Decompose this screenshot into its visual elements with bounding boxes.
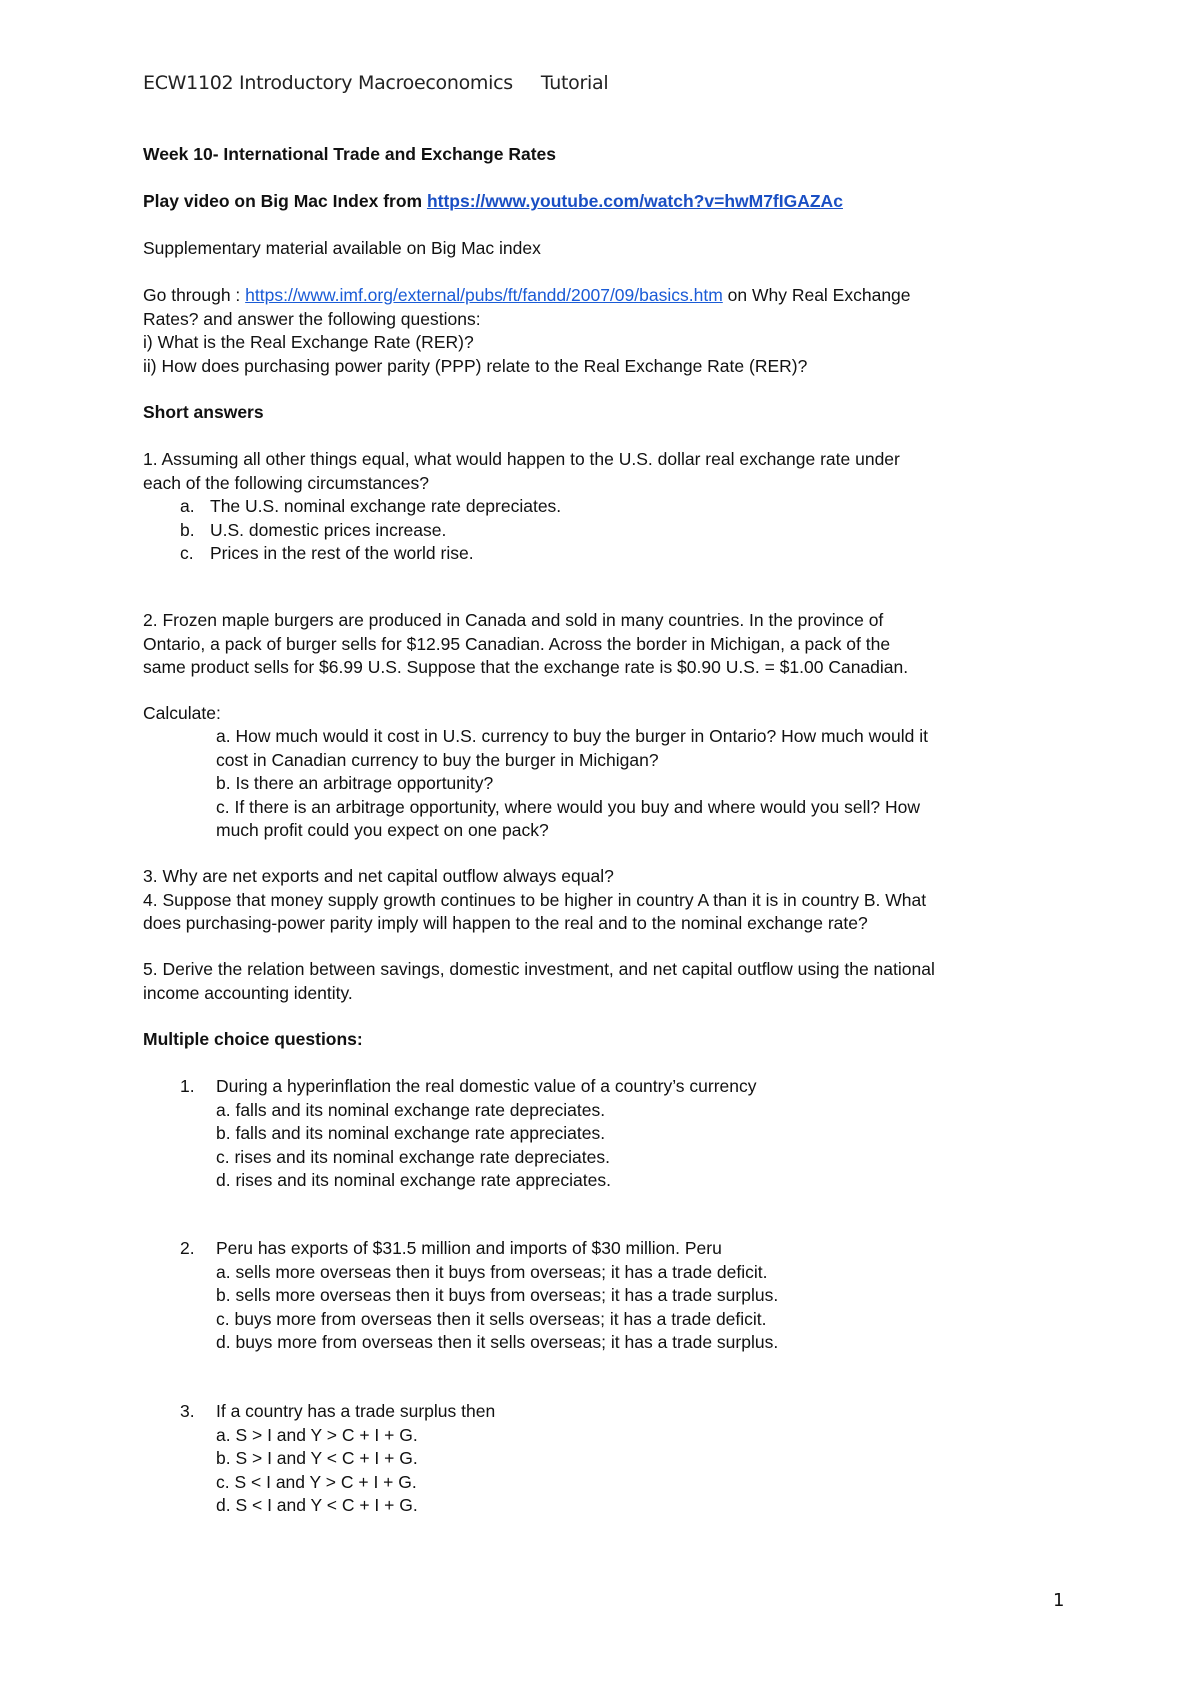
mcq-2-stem: Peru has exports of $31.5 million and imports of $30 million. Peru <box>216 1238 722 1258</box>
list-item <box>180 542 561 566</box>
calculate-parts <box>216 725 1066 843</box>
mcq-1-number: 1. <box>180 1076 195 1096</box>
list-item: b. falls and its nominal exchange rate appreciates. <box>216 1123 606 1143</box>
short-question-2-line1: 2. Frozen maple burgers are produced in Canada and sold in many countries. In the province of <box>143 610 884 630</box>
part-a-line1: a. How much would it cost in U.S. currency to buy the burger in Ontario? How much would it <box>216 726 928 746</box>
video-line <box>143 190 1073 214</box>
running-header <box>143 72 608 96</box>
go-through-line1 <box>143 284 1073 308</box>
go-through-prefix: Go through : <box>143 285 246 305</box>
list-item: a. falls and its nominal exchange rate depreciates. <box>216 1099 606 1120</box>
short-question-2 <box>143 609 1073 680</box>
short-question-1-line1: 1. Assuming all other things equal, what would happen to the U.S. dollar real exchange rate under <box>143 449 900 469</box>
option-text: Prices in the rest of the world rise. <box>210 543 474 563</box>
list-item: a. S > I and Y > C + I + G. <box>216 1424 418 1445</box>
option-label: a. <box>180 496 195 516</box>
mcq-1-stem: During a hyperinflation the real domestic value of a country’s currency <box>216 1076 757 1096</box>
part-b: b. Is there an arbitrage opportunity? <box>216 773 494 793</box>
option-label: b. <box>180 519 195 540</box>
mcq-heading: Multiple choice questions: <box>143 1029 363 1049</box>
video-prefix: Play video on Big Mac Index from <box>143 191 427 211</box>
short-questions-3-4 <box>143 865 1073 936</box>
list-item: d. S < I and Y < C + I + G. <box>216 1495 418 1515</box>
list-item: a. sells more overseas then it buys from overseas; it has a trade deficit. <box>216 1261 768 1282</box>
mcq-3-stem: If a country has a trade surplus then <box>216 1401 496 1421</box>
short-question-4-line1: 4. Suppose that money supply growth continues to be higher in country A than it is in country B. What <box>143 889 927 910</box>
list-item <box>180 519 561 543</box>
short-question-1 <box>143 448 1073 495</box>
list-item: c. rises and its nominal exchange rate depreciates. <box>216 1146 610 1167</box>
short-question-4-line2: does purchasing-power parity imply will happen to the real and to the nominal exchange rate? <box>143 913 868 933</box>
imf-link[interactable]: https://www.imf.org/external/pubs/ft/fandd/2007/09/basics.htm <box>245 285 723 305</box>
option-text: U.S. domestic prices increase. <box>210 519 447 540</box>
go-through-question-1: i) What is the Real Exchange Rate (RER)? <box>143 332 474 352</box>
list-item: d. buys more from overseas then it sells overseas; it has a trade surplus. <box>216 1332 779 1352</box>
list-item <box>180 495 561 519</box>
short-question-5-line1: 5. Derive the relation between savings, domestic investment, and net capital outflow using the national <box>143 959 935 979</box>
mcq-2-number: 2. <box>180 1238 195 1258</box>
short-question-1-options <box>180 495 561 566</box>
supplementary-note: Supplementary material available on Big Mac index <box>143 238 541 258</box>
go-through-paragraph <box>143 284 1073 378</box>
mcq-3-number: 3. <box>180 1401 195 1421</box>
go-through-line2: Rates? and answer the following questions: <box>143 308 481 329</box>
mcq-2 <box>216 1237 778 1355</box>
part-c-line1: c. If there is an arbitrage opportunity, where would you buy and where would you sell? How <box>216 796 920 817</box>
page-title: Week 10- International Trade and Exchange Rates <box>143 144 557 164</box>
course-title: ECW1102 Introductory Macroeconomics <box>143 72 513 94</box>
short-question-5-line2: income accounting identity. <box>143 982 353 1003</box>
calculate-label: Calculate: <box>143 703 221 723</box>
go-through-question-2: ii) How does purchasing power parity (PPP) relate to the Real Exchange Rate (RER)? <box>143 355 808 376</box>
document-kind: Tutorial <box>540 72 609 94</box>
mcq-1 <box>216 1075 757 1193</box>
list-item: d. rises and its nominal exchange rate appreciates. <box>216 1170 611 1190</box>
list-item: b. S > I and Y < C + I + G. <box>216 1448 418 1468</box>
option-label: c. <box>180 543 194 563</box>
short-question-2-line3: same product sells for $6.99 U.S. Suppose that the exchange rate is $0.90 U.S. = $1.00 Canadian. <box>143 657 909 677</box>
short-question-1-line2: each of the following circumstances? <box>143 472 429 493</box>
short-question-5 <box>143 958 1073 1005</box>
short-question-3: 3. Why are net exports and net capital outflow always equal? <box>143 866 614 886</box>
mcq-3 <box>216 1400 495 1518</box>
short-answers-heading: Short answers <box>143 402 264 422</box>
part-c-line2: much profit could you expect on one pack? <box>216 820 549 840</box>
youtube-link[interactable]: https://www.youtube.com/watch?v=hwM7fIGAZAc <box>426 191 843 211</box>
list-item: b. sells more overseas then it buys from overseas; it has a trade surplus. <box>216 1285 779 1305</box>
list-item: c. S < I and Y > C + I + G. <box>216 1471 417 1492</box>
go-through-suffix: on Why Real Exchange <box>722 285 911 305</box>
short-question-2-line2: Ontario, a pack of burger sells for $12.95 Canadian. Across the border in Michigan, a pack of the <box>143 633 891 654</box>
page-number: 1 <box>1053 1590 1065 1611</box>
list-item: c. buys more from overseas then it sells overseas; it has a trade deficit. <box>216 1308 767 1329</box>
part-a-line2: cost in Canadian currency to buy the burger in Michigan? <box>216 749 659 770</box>
option-text: The U.S. nominal exchange rate depreciates. <box>210 496 562 516</box>
